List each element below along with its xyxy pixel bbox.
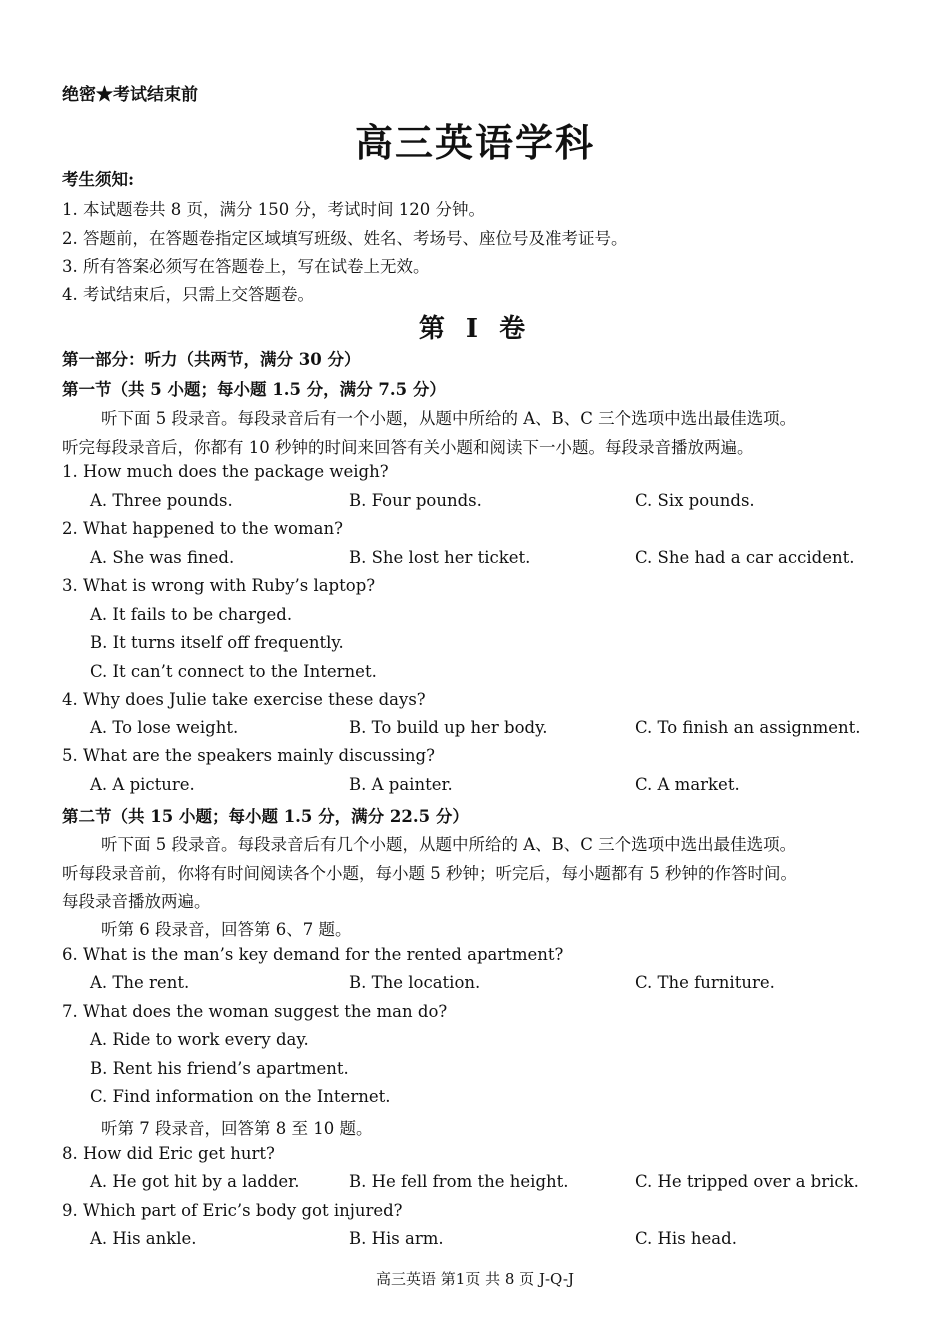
option-c: C. He tripped over a brick. [635,1172,859,1191]
option-a: A. It fails to be charged. [90,605,293,624]
question-3: 3. What is wrong with Ruby’s laptop? [62,576,376,595]
section1-instructions: 听下面 5 段录音。每段录音后有一个小题，从题中所给的 A、B、C 三个选项中选出最佳选项。 [101,409,797,428]
option-a: A. He got hit by a ladder. [90,1172,300,1191]
option-a: A. Ride to work every day. [90,1030,309,1049]
notice-item: 4. 考试结束后，只需上交答题卷。 [62,285,314,304]
question-6: 6. What is the man’s key demand for the rented apartment? [62,945,564,964]
page-title: 高三英语学科 [354,120,595,165]
section2-instructions: 听下面 5 段录音。每段录音后有几个小题，从题中所给的 A、B、C 三个选项中选出最佳选项。 [101,835,797,854]
option-b: B. Four pounds. [349,491,482,510]
option-c: C. A market. [635,775,740,794]
notice-item: 2. 答题前，在答题卷指定区域填写班级、姓名、考场号、座位号及准考证号。 [62,229,628,248]
option-c: C. It can’t connect to the Internet. [90,662,377,681]
question-4: 4. Why does Julie take exercise these days? [62,690,426,709]
section1-heading: 第一节（共 5 小题；每小题 1.5 分，满分 7.5 分） [62,380,446,399]
notice-heading: 考生须知: [62,170,135,189]
question-9: 9. Which part of Eric’s body got injured? [62,1201,403,1220]
option-b: B. To build up her body. [349,718,548,737]
option-b: B. Rent his friend’s apartment. [90,1059,349,1078]
page-footer: 高三英语 第1页 共 8 页 J-Q-J [376,1270,574,1288]
option-a: A. Three pounds. [90,491,233,510]
section2-heading: 第二节（共 15 小题；每小题 1.5 分，满分 22.5 分） [62,807,469,826]
option-b: B. She lost her ticket. [349,548,531,567]
option-a: A. The rent. [90,973,190,992]
notice-item: 1. 本试题卷共 8 页，满分 150 分，考试时间 120 分钟。 [62,200,485,219]
confidential-label: 绝密★考试结束前 [62,85,198,105]
segment-instruction: 听第 7 段录音，回答第 8 至 10 题。 [101,1119,373,1138]
option-c: C. Find information on the Internet. [90,1087,391,1106]
question-7: 7. What does the woman suggest the man do? [62,1002,448,1021]
question-1: 1. How much does the package weigh? [62,462,389,481]
volume-heading: 第 I 卷 [418,314,532,344]
part1-heading: 第一部分：听力（共两节，满分 30 分） [62,350,361,369]
question-2: 2. What happened to the woman? [62,519,343,538]
option-b: B. It turns itself off frequently. [90,633,344,652]
section2-instructions: 听每段录音前，你将有时间阅读各个小题，每小题 5 秒钟；听完后，每小题都有 5 秒钟的作答时间。 [62,864,797,883]
section2-instructions: 每段录音播放两遍。 [62,892,211,911]
segment-instruction: 听第 6 段录音，回答第 6、7 题。 [101,920,352,939]
option-c: C. His head. [635,1229,737,1248]
question-8: 8. How did Eric get hurt? [62,1144,275,1163]
option-b: B. He fell from the height. [349,1172,569,1191]
question-5: 5. What are the speakers mainly discussing? [62,746,435,765]
option-b: B. The location. [349,973,481,992]
option-a: A. His ankle. [90,1229,197,1248]
option-a: A. To lose weight. [90,718,239,737]
option-b: B. His arm. [349,1229,444,1248]
option-c: C. She had a car accident. [635,548,855,567]
notice-item: 3. 所有答案必须写在答题卷上，写在试卷上无效。 [62,257,430,276]
option-b: B. A painter. [349,775,453,794]
option-a: A. She was fined. [90,548,235,567]
section1-instructions: 听完每段录音后，你都有 10 秒钟的时间来回答有关小题和阅读下一小题。每段录音播放两遍。 [62,438,754,457]
option-c: C. Six pounds. [635,491,755,510]
option-a: A. A picture. [90,775,195,794]
option-c: C. The furniture. [635,973,775,992]
option-c: C. To finish an assignment. [635,718,861,737]
